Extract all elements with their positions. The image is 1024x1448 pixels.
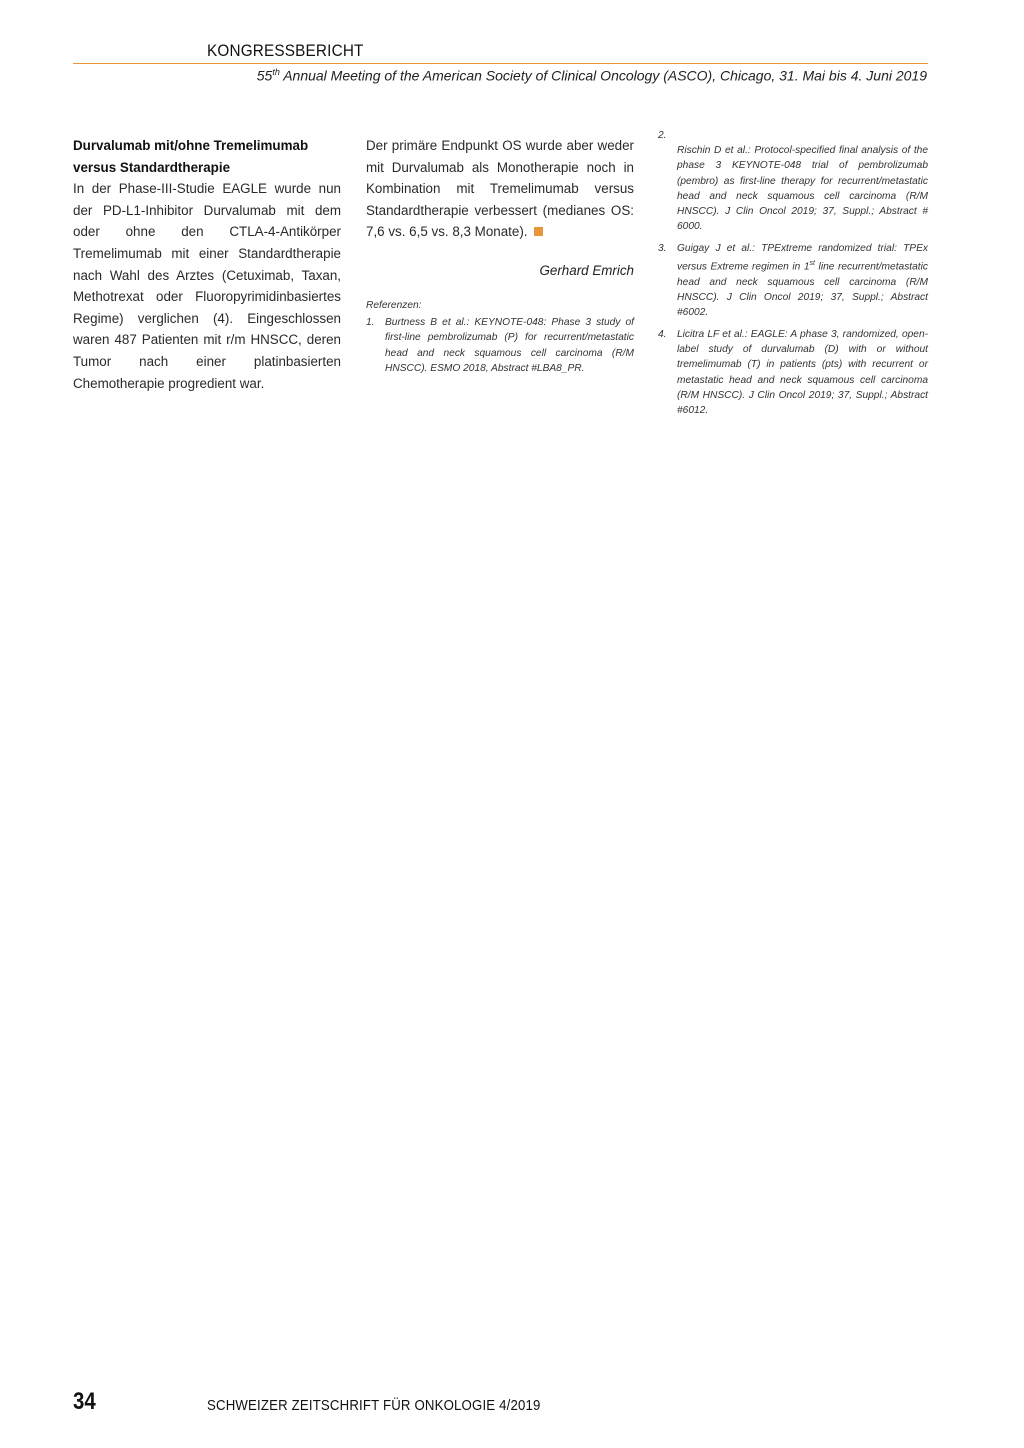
page-number: 34	[73, 1388, 96, 1415]
section-title: KONGRESSBERICHT	[207, 41, 364, 60]
section-heading: Durvalumab mit/ohne Tremelimumab versus Standardtherapie	[73, 138, 309, 175]
subtitle-sup: th	[272, 67, 280, 77]
reference-number: 2.	[658, 130, 667, 141]
references-label: Referenzen:	[366, 299, 422, 311]
reference-item	[658, 327, 928, 419]
reference-number: 1.	[366, 316, 375, 328]
header-divider	[73, 63, 928, 64]
reference-item	[366, 315, 634, 376]
reference-number: 4.	[658, 328, 667, 340]
article-column-1	[73, 135, 341, 394]
reference-text: Rischin D et al.: Protocol-specified final analysis of the phase 3 KEYNOTE-048 trial of pembrolizumab (pembro) as first-line therapy for recurrent/metastatic head and neck squamous cell carcinoma (R/M HNSCC). J Clin Oncol 2019; 37, Suppl.; Abstract # 6000.	[677, 145, 928, 233]
reference-text-a: Guigay J et al.: TPExtreme randomized trial: TPEx versus Extreme regimen in 1	[677, 242, 928, 273]
reference-text: Burtness B et al.: KEYNOTE-048: Phase 3 study of first-line pembrolizumab (P) for recurrent/metastatic head and neck squamous cell carcinoma (R/M HNSCC). ESMO 2018, Abstract #LBA8_PR.	[385, 316, 634, 374]
conference-subtitle	[207, 67, 927, 84]
reference-text-b: line recurrent/metastatic head and neck squamous cell carcinoma (R/M HNSCC). J Clin Oncol 2019; 37, Suppl.; Abstract #6002.	[677, 261, 928, 319]
reference-item	[658, 241, 928, 321]
reference-sup: st	[809, 260, 815, 268]
paragraph-2-text: Der primäre Endpunkt OS wurde aber weder mit Durvalumab als Monotherapie noch in Kombination mit Tremelimumab versus Standardtherapie verbessert (medianes OS: 7,6 vs. 6,5 vs. 8,3 Monate).	[366, 138, 634, 240]
references-column	[658, 128, 928, 424]
journal-title: SCHWEIZER ZEITSCHRIFT FÜR ONKOLOGIE 4/2019	[207, 1397, 541, 1414]
article-paragraph-2	[366, 135, 634, 243]
article-paragraph-1: In der Phase-III-Studie EAGLE wurde nun der PD-L1-Inhibitor Durvalumab mit dem oder ohne den CTLA-4-Antikörper Tremelimumab mit einer Standardtherapie nach Wahl des Arztes (Cetuximab, Taxan, Methotrexat oder Fluoropyrimidinbasiertes Regime) verglichen (4). Eingeschlossen waren 487 Patienten mit r/m HNSCC, deren Tumor nach einer platinbasierten Chemotherapie progredient war.	[73, 181, 341, 391]
subtitle-rest: Annual Meeting of the American Society of Clinical Oncology (ASCO), Chicago, 31. Mai bis 4. Juni 2019	[279, 67, 927, 84]
reference-item	[658, 128, 928, 235]
end-of-article-icon	[534, 227, 543, 236]
author-name: Gerhard Emrich	[539, 262, 634, 278]
reference-text: Licitra LF et al.: EAGLE: A phase 3, randomized, open-label study of durvalumab (D) with or without tremelimumab (T) in patients (pts) with recurrent or metastatic head and neck squamous cell carcinoma (R/M HNSCC). J Clin Oncol 2019; 37, Suppl.; Abstract #6012.	[677, 328, 928, 417]
article-column-2	[366, 135, 634, 382]
subtitle-prefix: 55	[256, 67, 273, 84]
reference-number: 3.	[658, 242, 667, 254]
